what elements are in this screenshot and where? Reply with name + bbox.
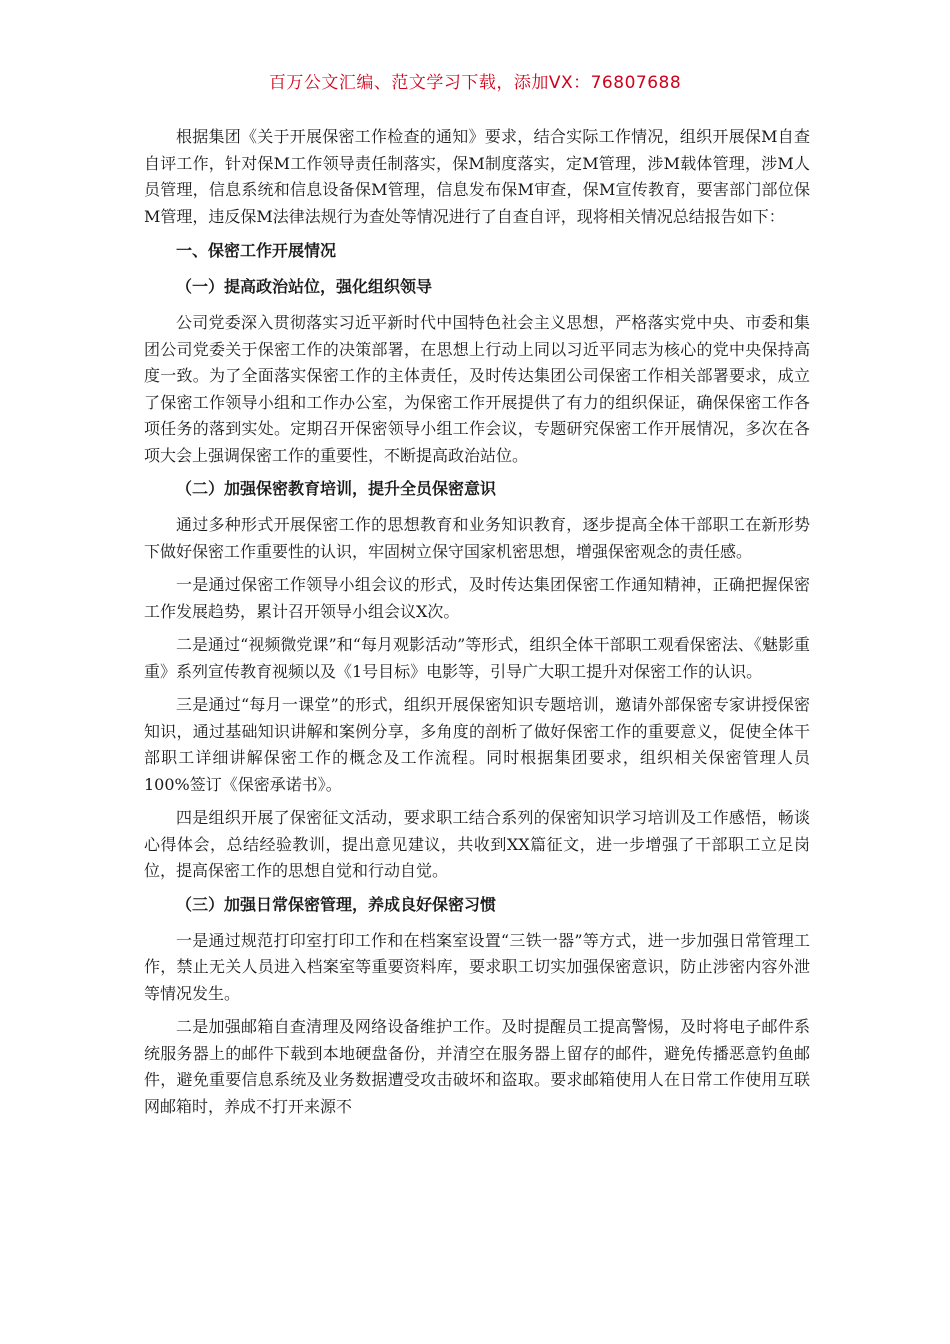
paragraph: 二是通过“视频微党课”和“每月观影活动”等形式，组织全体干部职工观看保密法、《魅影重重》系列宣传教育视频以及《1号目标》电影等，引导广大职工提升对保密工作的认识。	[144, 635, 810, 681]
section-heading: 一、保密工作开展情况	[176, 241, 337, 260]
paragraph: 一是通过规范打印室打印工作和在档案室设置“三铁一器”等方式，进一步加强日常管理工作，禁止无关人员进入档案室等重要资料库，要求职工切实加强保密意识，防止涉密内容外泄等情况发生。	[144, 930, 810, 1003]
watermark-banner: 百万公文汇编、范文学习下载，添加VX：76807688	[268, 73, 682, 93]
subsection-heading-1: （一）提高政治站位，强化组织领导	[176, 277, 433, 296]
paragraph: 二是加强邮箱自查清理及网络设备维护工作。及时提醒员工提高警惕，及时将电子邮件系统服务器上的邮件下载到本地硬盘备份，并清空在服务器上留存的邮件，避免传播恶意钓鱼邮件，避免重要信息系统及业务数据遭受攻击破坏和盗取。要求邮箱使用人在日常工作使用互联网邮箱时，养成不打开来源不	[144, 1017, 810, 1116]
intro-paragraph: 根据集团《关于开展保密工作检查的通知》要求，结合实际工作情况，组织开展保M自查自评工作，针对保M工作领导责任制落实，保M制度落实，定M管理，涉M载体管理，涉M人员管理，信息系统和信息设备保M管理，信息发布保M审查，保M宣传教育，要害部门部位保M管理，违反保M法律法规行为查处等情况进行了自查自评，现将相关情况总结报告如下：	[144, 127, 810, 226]
paragraph: 三是通过“每月一课堂”的形式，组织开展保密知识专题培训，邀请外部保密专家讲授保密知识，通过基础知识讲解和案例分享，多角度的剖析了做好保密工作的重要意义，促使全体干部职工详细讲解保密工作的概念及工作流程。同时根据集团要求，组织相关保密管理人员100%签订《保密承诺书》。	[144, 695, 810, 794]
paragraph: 四是组织开展了保密征文活动，要求职工结合系列的保密知识学习培训及工作感悟，畅谈心得体会，总结经验教训，提出意见建议，共收到XX篇征文，进一步增强了干部职工立足岗位，提高保密工作的思想自觉和行动自觉。	[144, 808, 810, 880]
subsection-heading-2: （二）加强保密教育培训，提升全员保密意识	[176, 479, 497, 498]
paragraph: 一是通过保密工作领导小组会议的形式，及时传达集团保密工作通知精神，正确把握保密工作发展趋势，累计召开领导小组会议X次。	[144, 575, 810, 621]
subsection-heading-3: （三）加强日常保密管理，养成良好保密习惯	[176, 894, 497, 914]
paragraph: 通过多种形式开展保密工作的思想教育和业务知识教育，逐步提高全体干部职工在新形势下做好保密工作重要性的认识，牢固树立保守国家机密思想，增强保密观念的责任感。	[144, 515, 810, 561]
paragraph: 公司党委深入贯彻落实习近平新时代中国特色社会主义思想，严格落实党中央、市委和集团公司党委关于保密工作的决策部署，在思想上行动上同以习近平同志为核心的党中央保持高度一致。为了全面落实保密工作的主体责任，及时传达集团公司保密工作相关部署要求，成立了保密工作领导小组和工作办公室，为保密工作开展提供了有力的组织保证，确保保密工作各项任务的落到实处。定期召开保密领导小组工作会议，专题研究保密工作开展情况，多次在各项大会上强调保密工作的重要性，不断提高政治站位。	[144, 313, 810, 465]
document-body	[144, 124, 810, 1127]
